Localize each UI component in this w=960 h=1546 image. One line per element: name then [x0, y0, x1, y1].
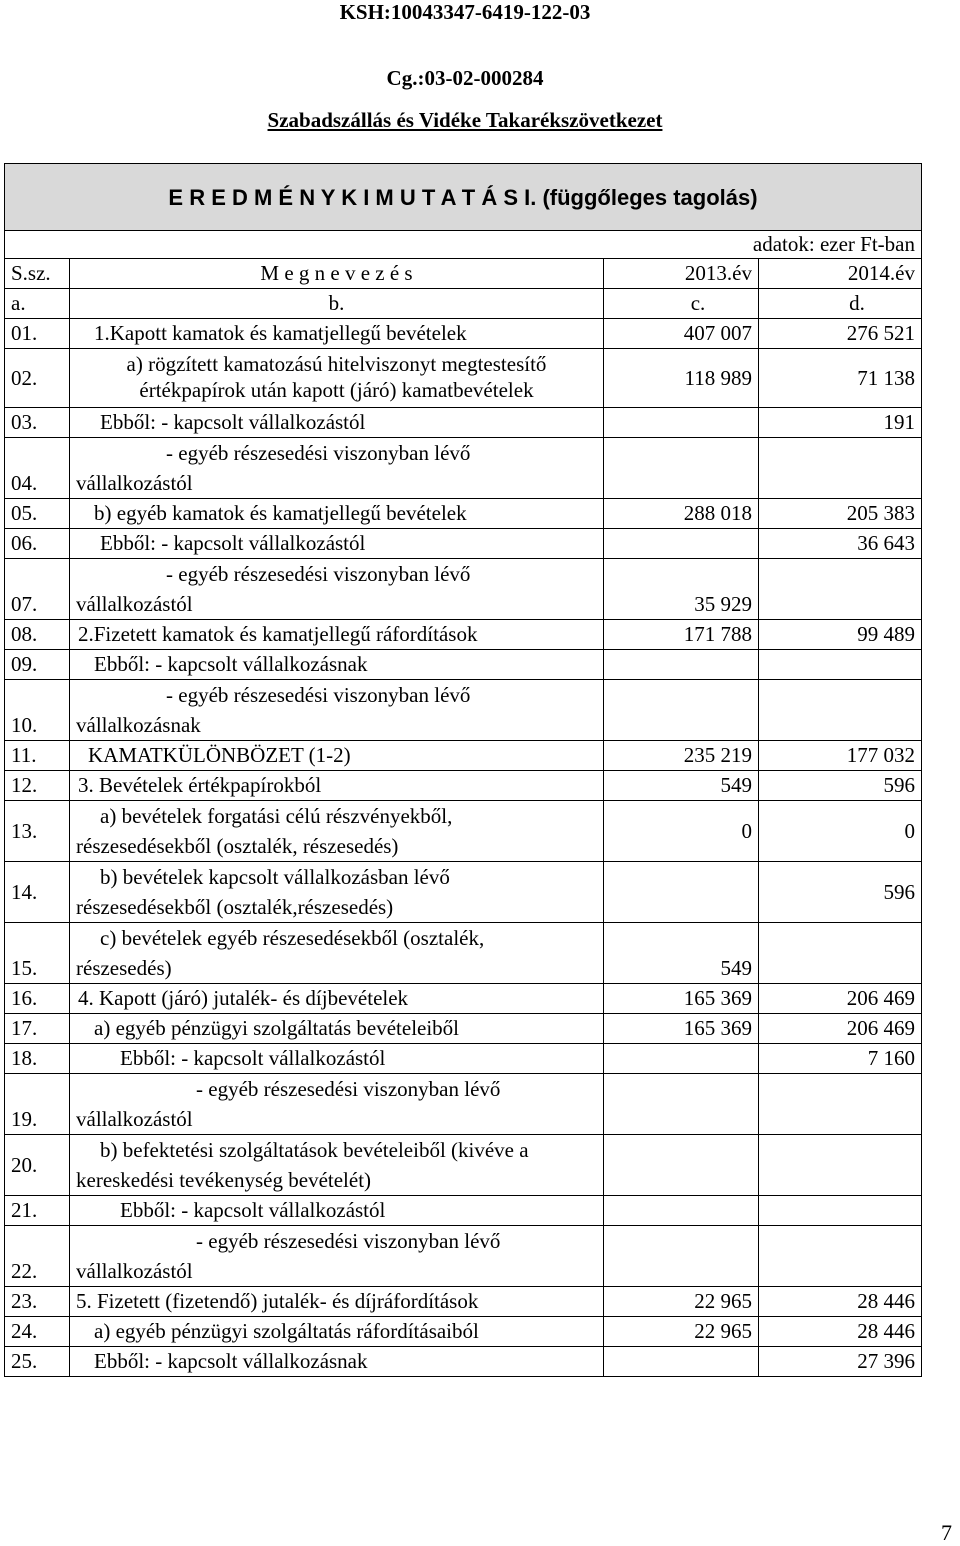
value-2014: 205 383: [759, 499, 922, 529]
row-label: [70, 1074, 604, 1135]
row-label: KAMATKÜLÖNBÖZET (1-2): [70, 741, 604, 771]
row-number: 20.: [5, 1135, 70, 1196]
row-number: 04.: [5, 438, 70, 499]
value-2013: [604, 408, 759, 438]
value-2014: [759, 923, 922, 984]
row-number: 07.: [5, 559, 70, 620]
table-row: [5, 1135, 922, 1196]
value-2013: 549: [604, 771, 759, 801]
row-number: 18.: [5, 1044, 70, 1074]
row-label-line1: b) befektetési szolgáltatások bevételeiből (kivéve a: [100, 1138, 529, 1162]
row-number: 09.: [5, 650, 70, 680]
value-2014: 36 643: [759, 529, 922, 559]
value-2014: 71 138: [759, 349, 922, 408]
value-2013: 235 219: [604, 741, 759, 771]
value-2014: 206 469: [759, 1014, 922, 1044]
row-number: 12.: [5, 771, 70, 801]
value-2014: [759, 1074, 922, 1135]
statement-title: E R E D M É N Y K I M U T A T Á S I. (függőleges tagolás): [5, 164, 922, 231]
value-2013: [604, 1347, 759, 1377]
row-label-line1: - egyéb részesedési viszonyban lévő: [166, 441, 471, 465]
value-2014: [759, 1135, 922, 1196]
table-row: [5, 1044, 922, 1074]
value-2014: 0: [759, 801, 922, 862]
row-label-line1: a) rögzített kamatozású hitelviszonyt megtestesítő: [126, 352, 547, 376]
table-row: [5, 529, 922, 559]
value-2013: [604, 1074, 759, 1135]
value-2013: [604, 862, 759, 923]
col-sz: S.sz.: [5, 259, 70, 289]
table-row: [5, 1196, 922, 1226]
value-2014: 191: [759, 408, 922, 438]
row-label: 4. Kapott (járó) jutalék- és díjbevételek: [70, 984, 604, 1014]
row-number: 08.: [5, 620, 70, 650]
row-label-line1: - egyéb részesedési viszonyban lévő: [196, 1077, 501, 1101]
value-2014: [759, 650, 922, 680]
value-2014: 27 396: [759, 1347, 922, 1377]
table-row: [5, 349, 922, 408]
value-2013: [604, 680, 759, 741]
table-row: [5, 862, 922, 923]
letter-b: b.: [70, 289, 604, 319]
value-2014: 276 521: [759, 319, 922, 349]
row-label-line2: vállalkozástól: [76, 471, 193, 495]
table-row: [5, 771, 922, 801]
value-2013: 407 007: [604, 319, 759, 349]
value-2014: [759, 438, 922, 499]
value-2014: 28 446: [759, 1287, 922, 1317]
value-2013: 171 788: [604, 620, 759, 650]
value-2013: 35 929: [604, 559, 759, 620]
letter-d: d.: [759, 289, 922, 319]
row-number: 25.: [5, 1347, 70, 1377]
unit-label: adatok: ezer Ft-ban: [5, 231, 922, 259]
value-2014: 596: [759, 862, 922, 923]
row-label-line1: b) bevételek kapcsolt vállalkozásban lévő: [100, 865, 450, 889]
row-label-line2: részesedésekből (osztalék, részesedés): [76, 834, 399, 858]
row-label-line2: értékpapírok után kapott (járó) kamatbevételek: [139, 378, 534, 402]
value-2013: [604, 529, 759, 559]
row-label: 2.Fizetett kamatok és kamatjellegű ráfordítások: [70, 620, 604, 650]
row-label-line2: vállalkozásnak: [76, 713, 201, 737]
value-2014: [759, 1226, 922, 1287]
value-2014: 596: [759, 771, 922, 801]
value-2014: [759, 1196, 922, 1226]
table-row: [5, 1287, 922, 1317]
table-row: [5, 1347, 922, 1377]
letter-a: a.: [5, 289, 70, 319]
value-2013: 0: [604, 801, 759, 862]
value-2014: [759, 680, 922, 741]
row-number: 16.: [5, 984, 70, 1014]
row-number: 15.: [5, 923, 70, 984]
row-label-line1: - egyéb részesedési viszonyban lévő: [166, 562, 471, 586]
row-label: [70, 680, 604, 741]
table-row: [5, 1226, 922, 1287]
row-label: Ebből: - kapcsolt vállalkozástól: [70, 1044, 604, 1074]
row-label: [70, 862, 604, 923]
page-number: 7: [941, 1520, 952, 1545]
col-name: M e g n e v e z é s: [70, 259, 604, 289]
row-label: [70, 801, 604, 862]
table-row: [5, 620, 922, 650]
row-label: 3. Bevételek értékpapírokból: [70, 771, 604, 801]
row-number: 05.: [5, 499, 70, 529]
table-row: [5, 801, 922, 862]
row-label-line2: vállalkozástól: [76, 592, 193, 616]
value-2013: [604, 1226, 759, 1287]
row-number: 11.: [5, 741, 70, 771]
row-number: 13.: [5, 801, 70, 862]
value-2013: [604, 1196, 759, 1226]
row-label: [70, 1135, 604, 1196]
row-number: 03.: [5, 408, 70, 438]
row-label: [70, 349, 604, 408]
value-2013: 165 369: [604, 1014, 759, 1044]
row-label: a) egyéb pénzügyi szolgáltatás bevételeiből: [70, 1014, 604, 1044]
company-registry-number: Cg.:03-02-000284: [386, 66, 544, 90]
value-2013: [604, 1135, 759, 1196]
row-label: Ebből: - kapcsolt vállalkozástól: [70, 1196, 604, 1226]
row-label-line2: vállalkozástól: [76, 1107, 193, 1131]
row-label-line2: kereskedési tevékenység bevételét): [76, 1168, 372, 1192]
value-2014: 206 469: [759, 984, 922, 1014]
row-label: b) egyéb kamatok és kamatjellegű bevételek: [70, 499, 604, 529]
table-row: [5, 984, 922, 1014]
value-2013: 22 965: [604, 1317, 759, 1347]
value-2013: [604, 1044, 759, 1074]
letter-row: [5, 289, 922, 319]
col-2013: 2013.év: [604, 259, 759, 289]
column-header-row: [5, 259, 922, 289]
table-row: [5, 499, 922, 529]
value-2013: 165 369: [604, 984, 759, 1014]
row-number: 10.: [5, 680, 70, 741]
row-number: 14.: [5, 862, 70, 923]
row-number: 17.: [5, 1014, 70, 1044]
value-2013: 288 018: [604, 499, 759, 529]
table-row: [5, 1317, 922, 1347]
value-2014: [759, 559, 922, 620]
row-label: [70, 559, 604, 620]
row-label: [70, 438, 604, 499]
table-row: [5, 408, 922, 438]
row-label-line2: részesedésekből (osztalék,részesedés): [76, 895, 394, 919]
row-number: 21.: [5, 1196, 70, 1226]
income-statement-table: [4, 163, 922, 1377]
value-2014: 99 489: [759, 620, 922, 650]
value-2014: 7 160: [759, 1044, 922, 1074]
table-row: [5, 923, 922, 984]
row-label-line2: vállalkozástól: [76, 1259, 193, 1283]
row-label: Ebből: - kapcsolt vállalkozástól: [70, 529, 604, 559]
row-label: Ebből: - kapcsolt vállalkozásnak: [70, 1347, 604, 1377]
bank-name: Szabadszállás és Vidéke Takarékszövetkezet: [267, 108, 663, 132]
row-number: 24.: [5, 1317, 70, 1347]
value-2013: 22 965: [604, 1287, 759, 1317]
value-2013: 118 989: [604, 349, 759, 408]
col-2014: 2014.év: [759, 259, 922, 289]
table-row: [5, 319, 922, 349]
row-label-line1: - egyéb részesedési viszonyban lévő: [166, 683, 471, 707]
table-row: [5, 438, 922, 499]
row-number: 06.: [5, 529, 70, 559]
row-label: 5. Fizetett (fizetendő) jutalék- és díjráfordítások: [70, 1287, 604, 1317]
row-label: a) egyéb pénzügyi szolgáltatás ráfordításaiból: [70, 1317, 604, 1347]
row-label: [70, 1226, 604, 1287]
table-row: [5, 741, 922, 771]
table-row: [5, 680, 922, 741]
table-row: [5, 1014, 922, 1044]
row-number: 02.: [5, 349, 70, 408]
table-row: [5, 650, 922, 680]
row-label-line1: - egyéb részesedési viszonyban lévő: [196, 1229, 501, 1253]
row-label-line1: c) bevételek egyéb részesedésekből (osztalék,: [100, 926, 485, 950]
value-2014: 177 032: [759, 741, 922, 771]
value-2013: 549: [604, 923, 759, 984]
row-number: 19.: [5, 1074, 70, 1135]
letter-c: c.: [604, 289, 759, 319]
row-number: 22.: [5, 1226, 70, 1287]
row-number: 01.: [5, 319, 70, 349]
ksh-code: KSH:10043347-6419-122-03: [339, 0, 591, 24]
value-2013: [604, 650, 759, 680]
row-label: [70, 923, 604, 984]
value-2014: 28 446: [759, 1317, 922, 1347]
table-row: [5, 559, 922, 620]
row-label: 1.Kapott kamatok és kamatjellegű bevételek: [70, 319, 604, 349]
unit-row: [5, 231, 922, 259]
row-label-line2: részesedés): [76, 956, 172, 980]
title-row: [5, 164, 922, 231]
row-label-line1: a) bevételek forgatási célú részvényekből,: [100, 804, 453, 828]
table-row: [5, 1074, 922, 1135]
row-label: Ebből: - kapcsolt vállalkozásnak: [70, 650, 604, 680]
row-label: Ebből: - kapcsolt vállalkozástól: [70, 408, 604, 438]
row-number: 23.: [5, 1287, 70, 1317]
value-2013: [604, 438, 759, 499]
